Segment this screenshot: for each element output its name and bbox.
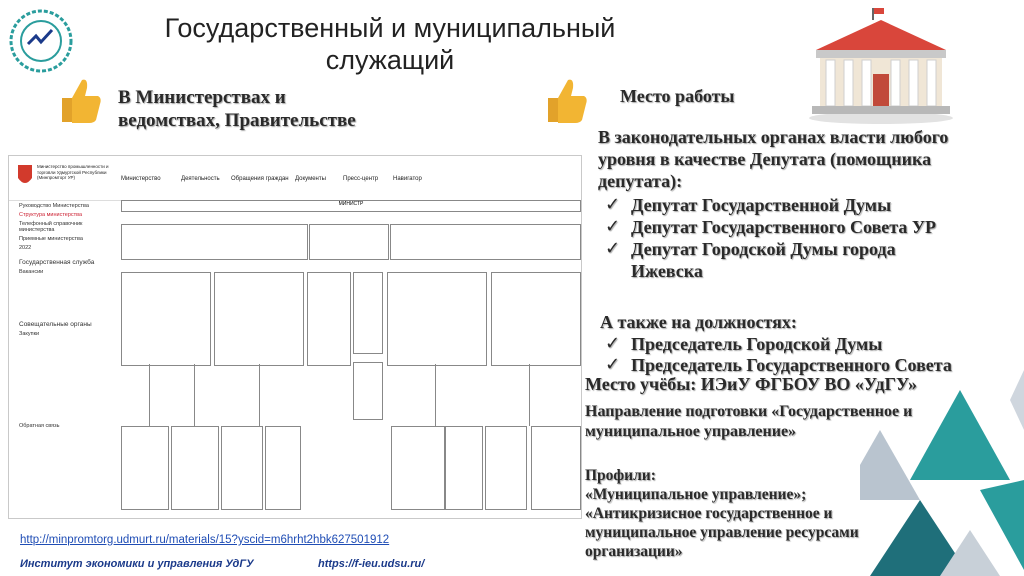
nav-item[interactable]: Пресс-центр xyxy=(343,176,379,182)
org-chart-box xyxy=(391,426,445,510)
coat-of-arms-icon xyxy=(17,164,33,188)
org-name: Министерство промышленности и торговли Удмуртской Республики (Минпромторг УР) xyxy=(37,164,109,180)
workplace-heading: Место работы xyxy=(620,86,735,106)
sidebar-item[interactable]: Обратная связь xyxy=(19,423,60,429)
org-chart-box xyxy=(353,362,383,420)
org-chart-box xyxy=(491,272,581,366)
sidebar-item[interactable]: Телефонный справочник министерства xyxy=(19,221,83,233)
list-item: ✓ Председатель Городской Думы xyxy=(605,333,883,354)
sidebar-item[interactable]: Руководство Министерства xyxy=(19,203,89,209)
org-chart-box xyxy=(353,272,383,354)
org-chart-box xyxy=(121,272,211,366)
ministries-heading: В Министерствах и ведомствах, Правительстве xyxy=(118,87,356,131)
org-chart-box xyxy=(121,224,308,260)
list-item: Ижевска xyxy=(631,261,703,281)
org-chart-top: МИНИСТР xyxy=(121,200,581,212)
check-icon: ✓ xyxy=(605,216,621,237)
sidebar-item[interactable]: Вакансии xyxy=(19,269,44,275)
sidebar-item[interactable]: 2022 xyxy=(19,245,32,251)
profiles-heading: Профили: xyxy=(585,467,656,484)
nav-item[interactable]: Министерство xyxy=(121,176,161,182)
list-item: ✓ Депутат Государственной Думы xyxy=(605,194,892,215)
study-place: Место учёбы: ИЭиУ ФГБОУ ВО «УдГУ» xyxy=(585,374,918,394)
org-chart-box xyxy=(387,272,487,366)
org-chart-box xyxy=(214,272,304,366)
sidebar-item[interactable]: Совещательные органы xyxy=(19,321,92,328)
org-chart-box xyxy=(485,426,527,510)
legislative-intro: В законодательных органах власти любого уровня в качестве Депутата (помощника депутата): xyxy=(598,127,949,191)
training-direction: Направление подготовки «Государственное и муниципальное управление» xyxy=(585,403,913,440)
org-chart-box xyxy=(307,272,351,366)
university-logo-icon xyxy=(8,8,74,74)
sidebar-item[interactable]: Государственная служба xyxy=(19,259,95,266)
ministry-site-screenshot xyxy=(8,155,582,519)
footer-site-link[interactable]: https://f-ieu.udsu.ru/ xyxy=(318,558,425,570)
sidebar-item[interactable]: Приемные министерства xyxy=(19,236,83,242)
source-link[interactable]: http://minpromtorg.udmurt.ru/materials/15?yscid=m6hrht2hbk627501912 xyxy=(20,534,390,546)
list-item: ✓ Депутат Городской Думы города xyxy=(605,238,896,259)
org-chart-box xyxy=(121,426,169,510)
nav-item[interactable]: Документы xyxy=(295,176,326,182)
org-chart-box xyxy=(445,426,483,510)
org-chart-box xyxy=(309,224,389,260)
nav-item[interactable]: Обращения граждан xyxy=(231,176,289,182)
nav-item[interactable]: Деятельность xyxy=(181,176,220,182)
org-chart-box xyxy=(531,426,581,510)
check-icon: ✓ xyxy=(605,194,621,215)
org-chart-box xyxy=(265,426,301,510)
org-chart-box xyxy=(171,426,219,510)
list-item: ✓ Депутат Государственного Совета УР xyxy=(605,216,937,237)
nav-item[interactable]: Навигатор xyxy=(393,176,422,182)
profiles-block: Профили: «Муниципальное управление»; «Антикризисное государственное и муниципальное управление ресурсами организации» xyxy=(585,466,905,561)
check-icon: ✓ xyxy=(605,238,621,259)
thumbs-up-icon xyxy=(54,74,104,126)
footer-institute: Институт экономики и управления УдГУ xyxy=(20,558,254,570)
deputy-list xyxy=(605,194,975,282)
check-icon: ✓ xyxy=(605,354,621,375)
sidebar-item[interactable]: Структура министерства xyxy=(19,212,83,218)
site-sidebar xyxy=(9,200,109,518)
government-building-icon xyxy=(806,6,956,124)
org-chart-box xyxy=(221,426,263,510)
org-chart-box xyxy=(390,224,581,260)
also-positions-heading: А также на должностях: xyxy=(600,312,797,332)
site-header xyxy=(9,156,581,201)
thumbs-up-icon xyxy=(540,74,590,126)
list-item: ✓ Председатель Государственного Совета xyxy=(605,354,952,375)
page-title: Государственный и муниципальный служащий xyxy=(164,13,616,75)
sidebar-item[interactable]: Закупки xyxy=(19,331,40,337)
check-icon: ✓ xyxy=(605,333,621,354)
